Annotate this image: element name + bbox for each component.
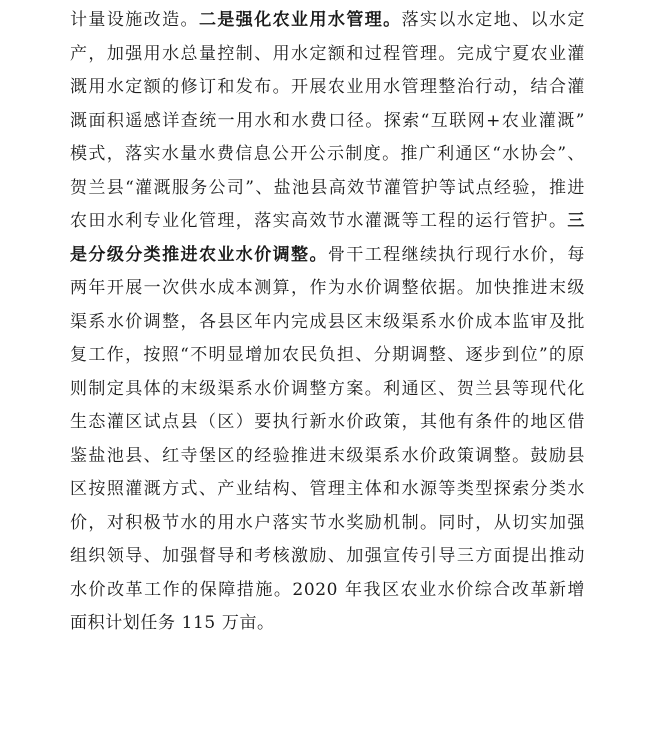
- text-line-last: 面积计划任务 115 万亩。: [70, 613, 275, 633]
- text-line: 区按照灌溉方式、产业结构、管理主体和水源等类型探索分类水: [70, 479, 585, 499]
- text-line: 复工作，按照“不明显增加农民负担、分期调整、逐步到位”的原: [70, 345, 585, 365]
- text-line: 贺兰县“灌溉服务公司”、盐池县高效节灌管护等试点经验，推进: [70, 177, 585, 198]
- text-line: 是分级分类推进农业水价调整。骨干工程继续执行现行水价，每: [70, 244, 585, 265]
- text-line: 价，对积极节水的用水户落实节水奖励机制。同时，从切实加强: [70, 512, 585, 533]
- text-line: 溉面积遥感详查统一用水和水费口径。探索“互联网+农业灌溉”: [70, 110, 585, 131]
- text-line: 两年开展一次供水成本测算，作为水价调整依据。加快推进末级: [70, 278, 585, 298]
- text-line: 计量设施改造。二是强化农业用水管理。落实以水定地、以水定: [70, 10, 585, 30]
- text-line: 溉用水定额的修订和发布。开展农业用水管理整治行动，结合灌: [70, 77, 585, 97]
- text-line: 组织领导、加强督导和考核激励、加强宣传引导三方面提出推动: [70, 546, 585, 566]
- text-line: 产，加强用水总量控制、用水定额和过程管理。完成宁夏农业灌: [70, 43, 585, 64]
- text-line: 水价改革工作的保障措施。2020 年我区农业水价综合改革新增: [70, 579, 585, 600]
- text-line: 鉴盐池县、红寺堡区的经验推进末级渠系水价政策调整。鼓励县: [70, 445, 585, 466]
- text-line: 农田水利专业化管理，落实高效节水灌溉等工程的运行管护。三: [70, 211, 585, 231]
- text-line: 模式，落实水量水费信息公开公示制度。推广利通区“水协会”、: [70, 144, 585, 164]
- text-line: 渠系水价调整，各县区年内完成县区末级渠系水价成本监审及批: [70, 311, 585, 332]
- text-line: 则制定具体的末级渠系水价调整方案。利通区、贺兰县等现代化: [70, 378, 585, 399]
- body-paragraph: [70, 4, 585, 641]
- text-line: 生态灌区试点县（区）要执行新水价政策，其他有条件的地区借: [70, 412, 585, 432]
